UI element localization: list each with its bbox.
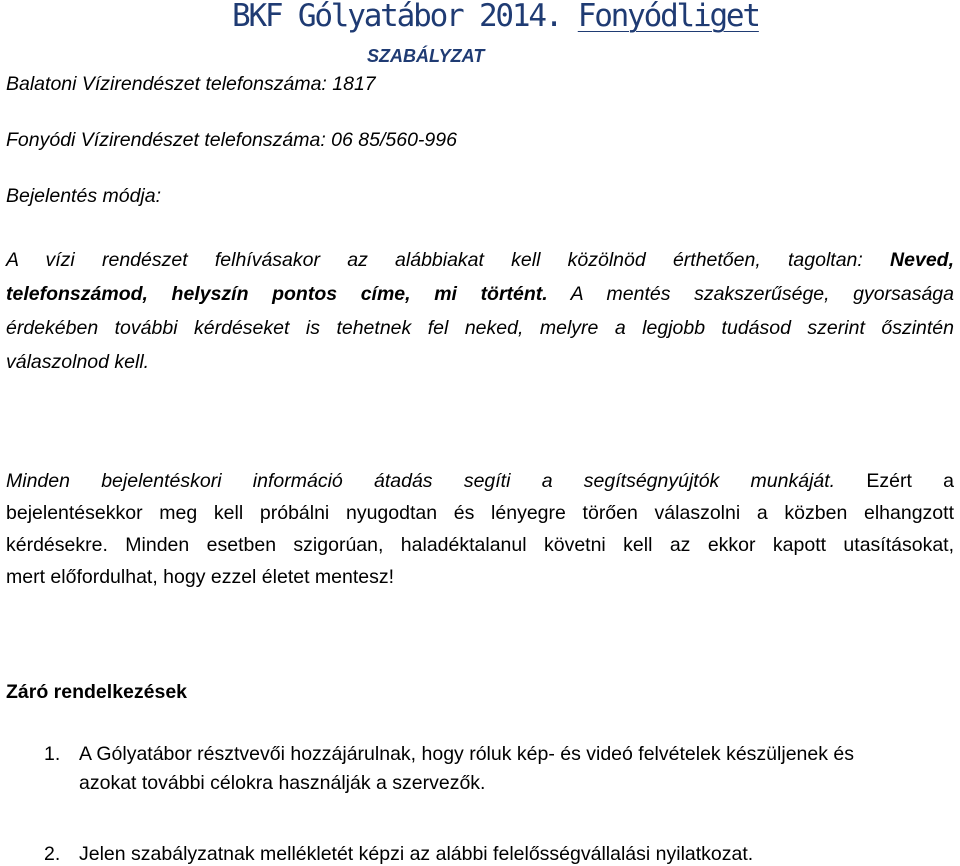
paragraph1-line3: érdekében további kérdéseket is tehetnek fel neked, melyre a legjobb tudásod szerint őszintén (6, 317, 954, 339)
paragraph1-line4: válaszolnod kell. (6, 351, 150, 373)
page-title-location: Fonyódliget (577, 0, 759, 34)
paragraph2-line1-plain: Ezért a (835, 470, 954, 492)
paragraph1-line1-bold: Neved, (890, 249, 954, 271)
paragraph2-line4: mert előfordulhat, hogy ezzel életet mentesz! (6, 566, 395, 588)
paragraph1-line1 (6, 248, 954, 272)
section-label: SZABÁLYZAT (367, 46, 485, 66)
list-item-number: 1. (44, 743, 61, 765)
fonyodi-phone: Fonyódi Vízirendészet telefonszáma: 06 85/560-996 (6, 129, 457, 151)
list-item-number: 2. (44, 843, 61, 865)
balatoni-phone: Balatoni Vízirendészet telefonszáma: 1817 (6, 73, 376, 95)
list-item-text: A Gólyatábor résztvevői hozzájárulnak, hogy róluk kép- és videó felvételek készüljenek és (79, 743, 854, 765)
paragraph1-line2-text: A mentés szakszerűsége, gyorsasága (547, 283, 954, 305)
paragraph2-line2: bejelentésekkor meg kell próbálni nyugodtan és lényegre törően válaszolni a közben elhangzott (6, 502, 954, 524)
paragraph2-line3: kérdésekre. Minden esetben szigorúan, haladéktalanul követni kell az ekkor kapott utasításokat, (6, 534, 954, 556)
list-item (44, 742, 854, 766)
list-item (44, 842, 753, 866)
list-item-text: Jelen szabályzatnak mellékletét képzi az alábbi felelősségvállalási nyilatkozat. (79, 843, 754, 865)
report-method-label: Bejelentés módja: (6, 185, 162, 207)
page-title-prefix: BKF Gólyatábor 2014. (232, 0, 578, 34)
closing-heading: Záró rendelkezések (6, 681, 188, 703)
paragraph1-line2 (6, 282, 954, 306)
paragraph2-line1-italic: Minden bejelentéskori információ átadás segíti a segítségnyújtók munkáját. (6, 470, 836, 492)
paragraph1-line2-bold: telefonszámod, helyszín pontos címe, mi történt. (6, 283, 548, 305)
paragraph1-line1-text: A vízi rendészet felhívásakor az alábbiakat kell közölnöd érthetően, tagoltan: (6, 249, 891, 271)
page-title (232, 0, 759, 36)
list-item-continuation: azokat további célokra használják a szervezők. (79, 772, 486, 794)
paragraph2-line1 (6, 469, 954, 493)
